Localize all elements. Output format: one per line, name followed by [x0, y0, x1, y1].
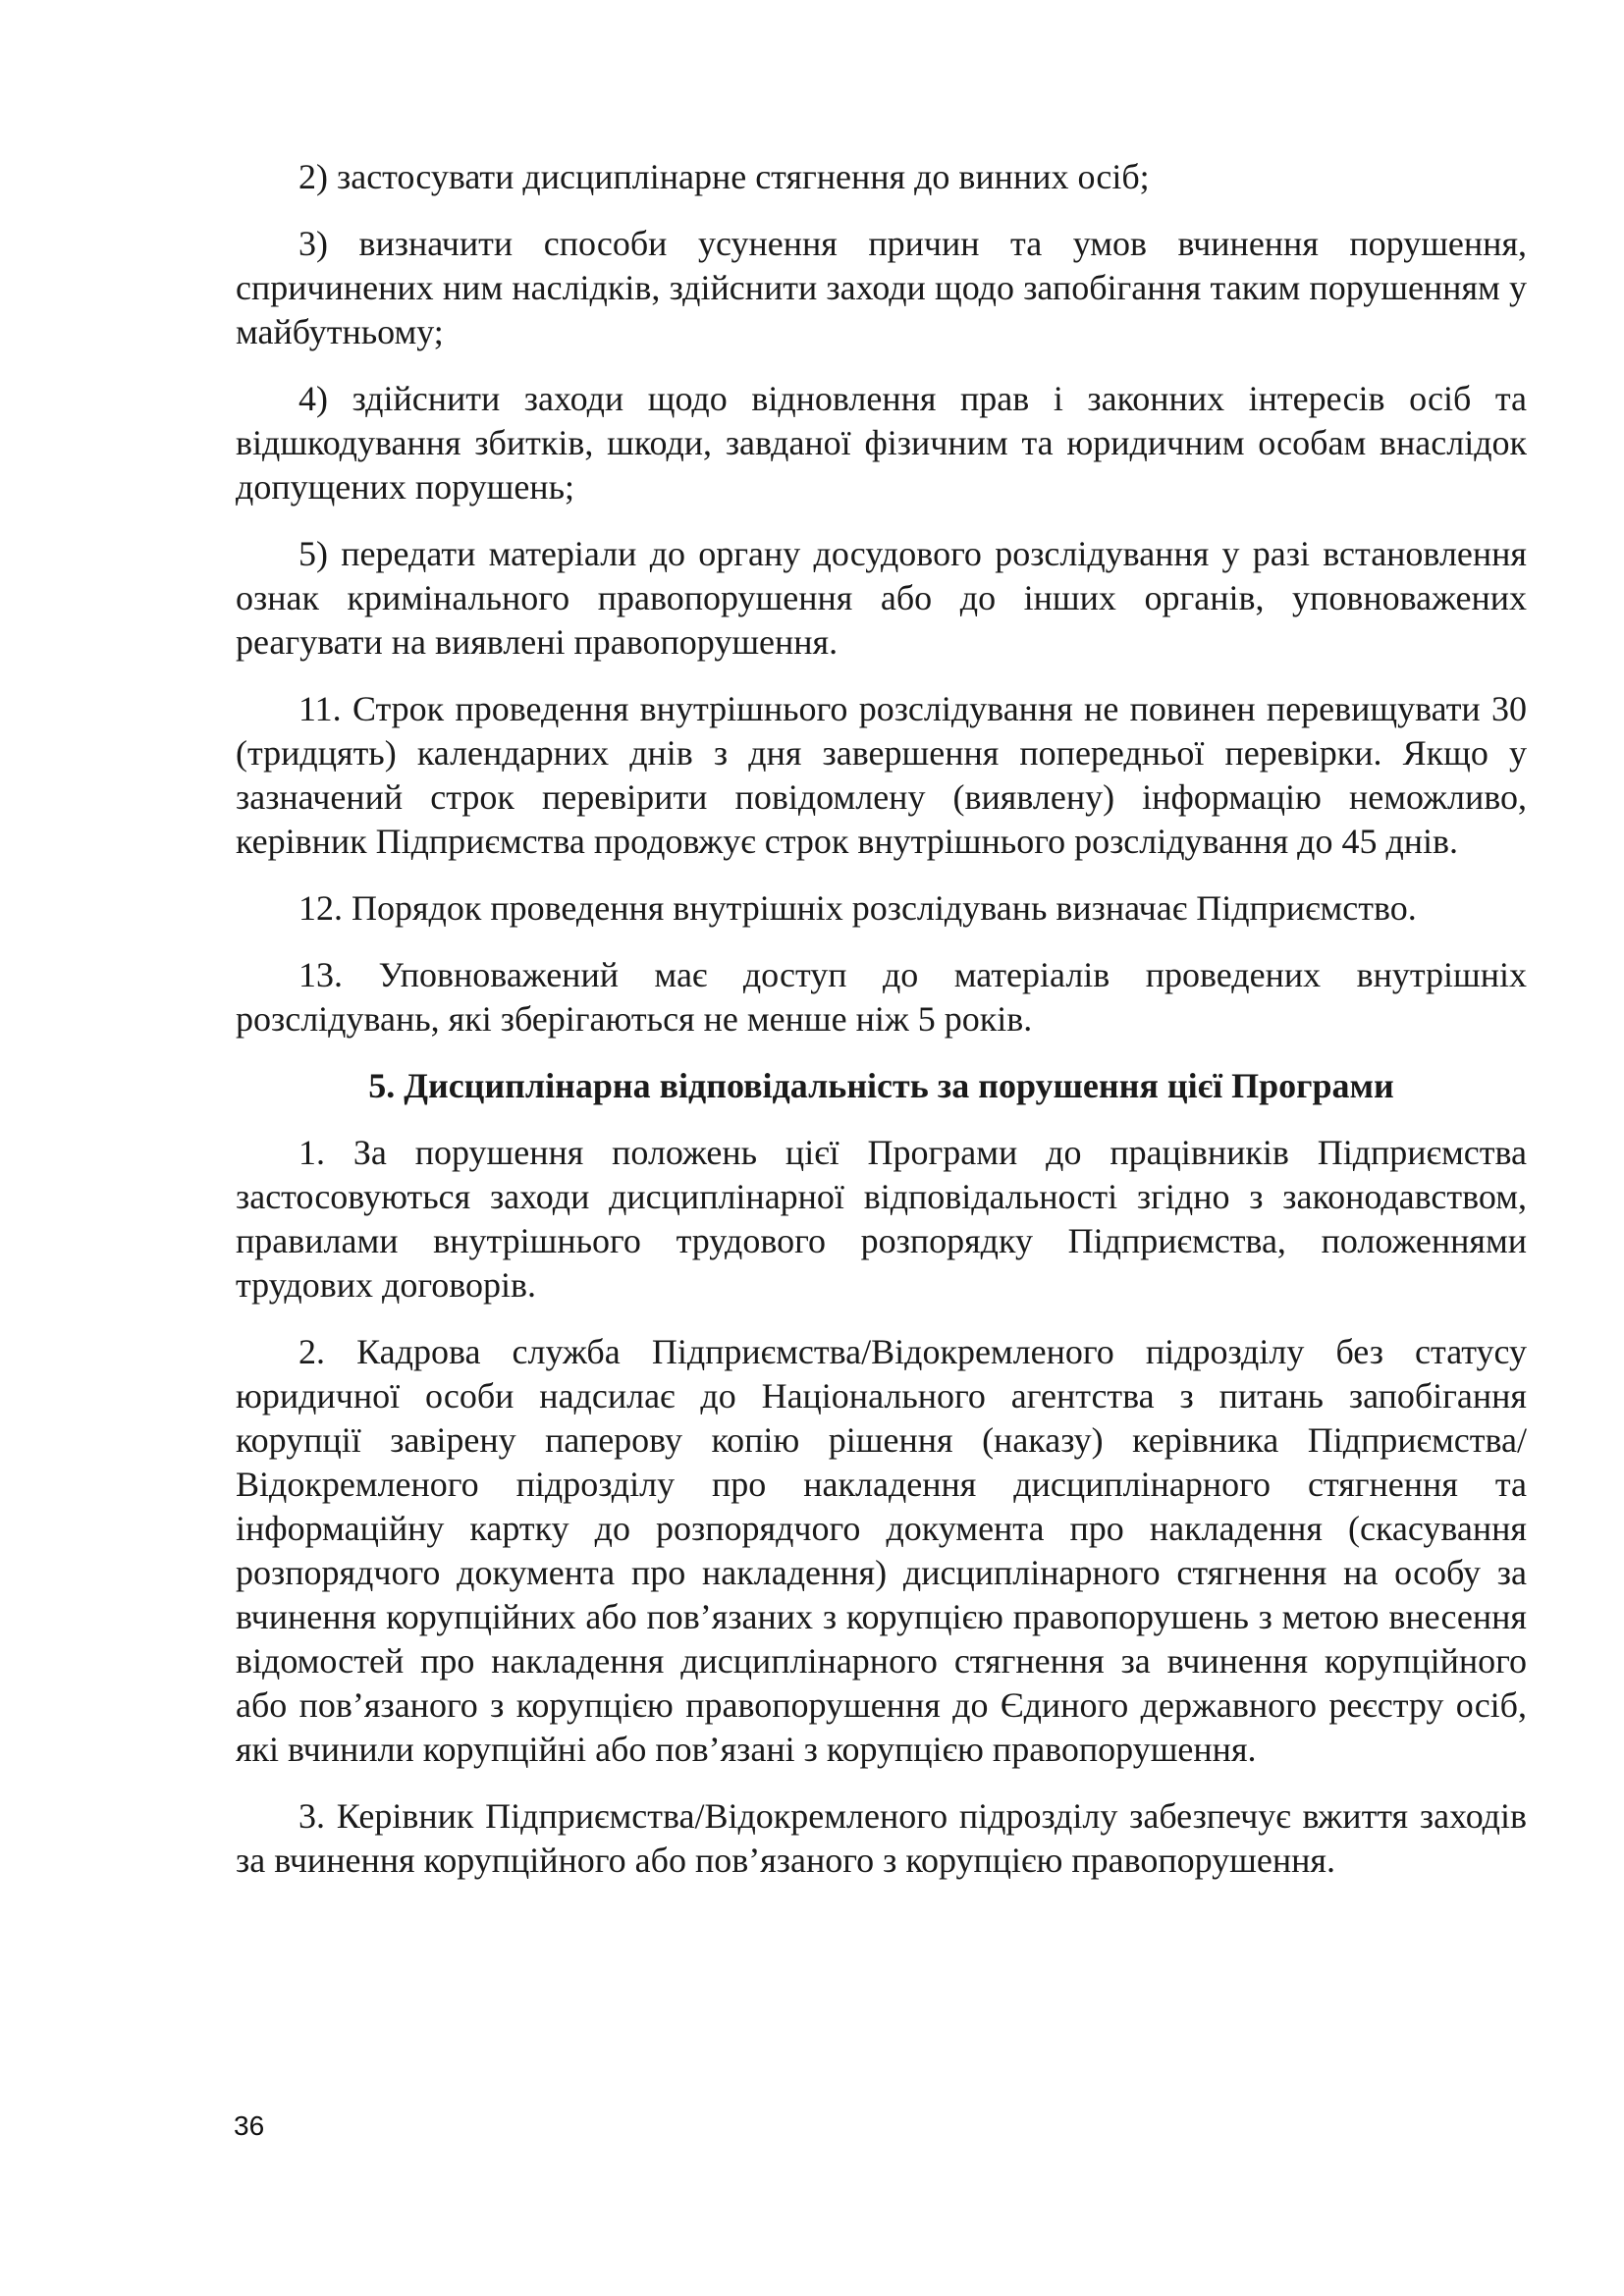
section-clause-2: 2. Кадрова служба Підприємства/Відокремленого підрозділу без статусу юридичної особи надсилає до Національного агентства з питань запобігання корупції завірену паперову копію рішення (наказу) керівника Підприємства/Відокремленого підрозділу про накладення дисциплінарного стягнення та інформаційну картку до розпорядчого документа про накладення (скасування розпорядчого документа про накладення) дисциплінарного стягнення на особу за вчинення корупційних або пов’язаних з корупцією правопорушень з метою внесення відомостей про накладення дисциплінарного стягнення за вчинення корупційного або пов’язаного з корупцією правопорушення до Єдиного державного реєстру осіб, які вчинили корупційні або пов’язані з корупцією правопорушення.	[236, 1332, 1527, 1769]
list-item-5: 5) передати матеріали до органу досудового розслідування у разі встановлення ознак кримінального правопорушення або до інших органів, уповноважених реагувати на виявлені правопорушення.	[236, 534, 1527, 662]
list-item-3: 3) визначити способи усунення причин та умов вчинення порушення, спричинених ним наслідків, здійснити заходи щодо запобігання таким порушенням у майбутньому;	[236, 224, 1527, 351]
section-heading: 5. Дисциплінарна відповідальність за порушення цієї Програми	[368, 1066, 1394, 1105]
clause-12: 12. Порядок проведення внутрішніх розслідувань визначає Підприємство.	[298, 888, 1417, 928]
section-clause-3: 3. Керівник Підприємства/Відокремленого підрозділу забезпечує вжиття заходів за вчинення корупційного або пов’язаного з корупцією правопорушення.	[236, 1796, 1527, 1880]
list-item-2: 2) застосувати дисциплінарне стягнення до винних осіб;	[298, 157, 1150, 196]
page-body	[236, 155, 1527, 1905]
page-number: 36	[234, 2110, 265, 2141]
section-clause-1: 1. За порушення положень цієї Програми до працівників Підприємства застосовуються заходи дисциплінарної відповідальності згідно з законодавством, правилами внутрішнього трудового розпорядку Підприємства, положеннями трудових договорів.	[236, 1133, 1527, 1305]
clause-13: 13. Уповноважений має доступ до матеріалів проведених внутрішніх розслідувань, які зберігаються не менше ніж 5 років.	[236, 955, 1527, 1039]
list-item-4: 4) здійснити заходи щодо відновлення прав і законних інтересів осіб та відшкодування збитків, шкоди, завданої фізичним та юридичним особам внаслідок допущених порушень;	[236, 379, 1527, 507]
clause-11: 11. Строк проведення внутрішнього розслідування не повинен перевищувати 30 (тридцять) календарних днів з дня завершення попередньої перевірки. Якщо у зазначений строк перевірити повідомлену (виявлену) інформацію неможливо, керівник Підприємства продовжує строк внутрішнього розслідування до 45 днів.	[236, 689, 1527, 861]
